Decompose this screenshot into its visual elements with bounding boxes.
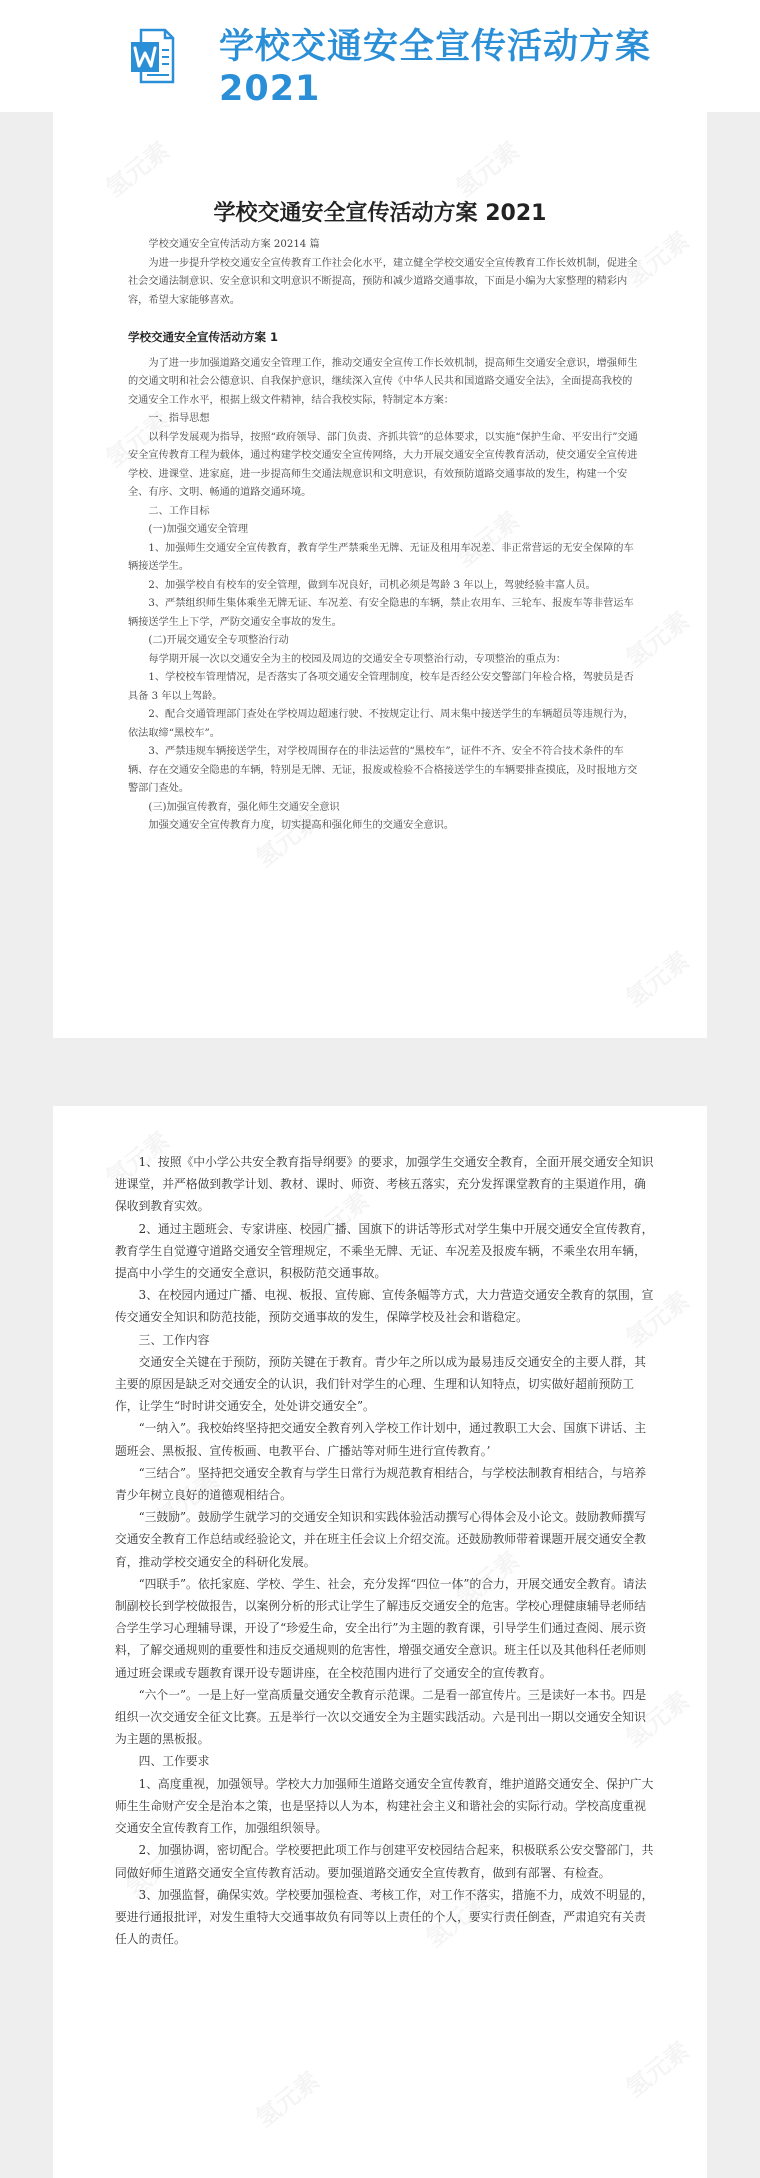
paragraph: 2、通过主题班会、专家讲座、校园广播、国旗下的讲话等形式对学生集中开展交通安全宣传教育，教育学生自觉遵守道路交通安全管理规定，不乘坐无牌、无证、车况差及报废车辆，不乘坐农用车辆，提高中小学生的交通安全意识，积极防范交通事故。 xyxy=(115,1221,654,1281)
paragraph: 三、工作内容 xyxy=(138,1332,210,1347)
paragraph: 1、按照《中小学公共安全教育指导纲要》的要求，加强学生交通安全教育，全面开展交通安全知识进课堂，并严格做到教学计划、教材、课时、师资、考核五落实，充分发挥课堂教育的主渠道作用，确保收到教育实效。 xyxy=(115,1155,654,1214)
paragraph: 2、加强学校自有校车的安全管理，做到车况良好，司机必须是驾龄 3 年以上，驾驶经验丰富人员。 xyxy=(148,579,596,591)
paragraph: 1、高度重视，加强领导。学校大力加强师生道路交通安全宣传教育，维护道路交通安全、保护广大师生生命财产安全是治本之策，也是坚持以人为本，构建社会主义和谐社会的实际行动。学校高度重视交通安全宣传教育工作，加强组织领导。 xyxy=(115,1776,654,1836)
paragraph: “六个一”。一是上好一堂高质量交通安全教育示范课。二是看一部宣传片。三是读好一本书。四是组织一次交通安全征文比赛。五是举行一次以交通安全为主题实践活动。六是刊出一期以交通安全知识为主题的黑板报。 xyxy=(115,1687,647,1747)
page-2-body xyxy=(115,1151,655,1950)
paragraph: “三结合”。坚持把交通安全教育与学生日常行为规范教育相结合，与学校法制教育相结合，与培养青少年树立良好的道德观相结合。 xyxy=(115,1465,647,1503)
paragraph: 3、严禁组织师生集体乘坐无牌无证、车况差、有安全隐患的车辆，禁止农用车、三轮车、报废车等非营运车辆接送学生上下学，严防交通安全事故的发生。 xyxy=(128,598,634,628)
paragraph: “四联手”。依托家庭、学校、学生、社会，充分发挥“四位一体”的合力，开展交通安全教育。请法制副校长到学校做报告，以案例分析的形式让学生了解违反交通安全的危害。学校心理健康辅导老师结合学生学习心理辅导课，开设了“珍爱生命，安全出行”为主题的教育课，引导学生们通过查阅、展示资料，了解交通规则的重要性和违反交通规则的危害性，增强交通安全意识。班主任以及其他科任老师则通过班会课或专题教育课开设专题讲座，在全校范围内进行了交通安全的宣传教育。 xyxy=(115,1576,647,1680)
paragraph: 二、工作目标 xyxy=(148,505,210,517)
paragraph: (二)开展交通安全专项整治行动 xyxy=(148,635,289,646)
paragraph: “三鼓励”。鼓励学生就学习的交通安全知识和实践体验活动撰写心得体会及小论文。鼓励教师撰写交通安全教育工作总结或经验论文，并在班主任会议上介绍交流。还鼓励教师带着课题开展交通安全教育，推动学校交通安全的科研化发展。 xyxy=(115,1510,647,1569)
header-bar xyxy=(0,0,760,112)
paragraph: 为了进一步加强道路交通安全管理工作，推动交通安全宣传工作长效机制，提高师生交通安全意识，增强师生的交通文明和社会公德意识、自我保护意识，继续深入宣传《中华人民共和国道路交通安全法》，全面提高我校的交通安全工作水平，根据上级文件精神，结合我校实际，特制定本方案： xyxy=(128,357,638,406)
paragraph: 3、严禁违规车辆接送学生，对学校周围存在的非法运营的“黑校车”，证件不齐、安全不符合技术条件的车辆、存在交通安全隐患的车辆，特别是无牌、无证，报废或检验不合格接送学生的车辆要排查摸底，及时报地方交警部门查处。 xyxy=(128,746,638,794)
paragraph: 1、加强师生交通安全宣传教育，教育学生严禁乘坐无牌、无证及租用车况差、非正常营运的无安全保障的车辆接送学生。 xyxy=(128,542,634,572)
document-page-2 xyxy=(53,1106,707,2178)
paragraph: 3、在校园内通过广播、电视、板报、宣传廊、宣传条幅等方式，大力营造交通安全教育的氛围，宣传交通安全知识和防范技能，预防交通事故的发生，保障学校及社会和谐稳定。 xyxy=(115,1288,654,1325)
paragraph: 四、工作要求 xyxy=(138,1754,210,1769)
paragraph: 学校交通安全宣传活动方案 20214 篇 xyxy=(148,239,320,250)
document-page-1 xyxy=(53,112,707,1038)
section-heading: 学校交通安全宣传活动方案 1 xyxy=(128,330,279,344)
paragraph: 2、加强协调，密切配合。学校要把此项工作与创建平安校园结合起来，积极联系公安交警部门，共同做好师生道路交通安全宣传教育活动。要加强道路交通安全宣传教育，做到有部署、有检查。 xyxy=(115,1843,654,1880)
paragraph: 3、加强监督，确保实效。学校要加强检查、考核工作，对工作不落实，措施不力，成效不明显的，要进行通报批评，对发生重特大交通事故负有同等以上责任的个人，要实行责任倒查，严肃追究有关责任人的责任。 xyxy=(115,1887,654,1947)
word-document-icon xyxy=(131,28,175,84)
document-title: 学校交通安全宣传活动方案 2021 xyxy=(213,201,547,226)
header-title: 学校交通安全宣传活动方案2021 xyxy=(219,27,652,109)
paragraph: 交通安全关键在于预防，预防关键在于教育。青少年之所以成为最易违反交通安全的主要人群，其主要的原因是缺乏对交通安全的认识，我们针对学生的心理、生理和认知特点，切实做好超前预防工作，让学生“时时讲交通安全，处处讲交通安全”。 xyxy=(115,1354,646,1414)
paragraph: 以科学发展观为指导，按照“政府领导、部门负责、齐抓共管”的总体要求，以实施“保护生命、平安出行”交通安全宣传教育工程为载体，通过构建学校交通安全宣传网络，大力开展交通安全宣传教育活动，使交通安全宣传进学校、进课堂、进家庭，进一步提高师生交通法规意识和文明意识，有效预防道路交通事故的发生，构建一个安全、有序、文明、畅通的道路交通环境。 xyxy=(128,431,638,498)
paragraph: “一纳入”。我校始终坚持把交通安全教育列入学校工作计划中，通过教职工大会、国旗下讲话、主题班会、黑板报、宣传板画、电教平台、广播站等对师生进行宣传教育。’ xyxy=(115,1421,647,1458)
paragraph: (三)加强宣传教育，强化师生交通安全意识 xyxy=(148,801,340,813)
paragraph: (一)加强交通安全管理 xyxy=(148,524,249,535)
paragraph: 每学期开展一次以交通安全为主的校园及周边的交通安全专项整治行动，专项整治的重点为： xyxy=(148,653,567,665)
paragraph: 加强交通安全宣传教育力度，切实提高和强化师生的交通安全意识。 xyxy=(148,820,455,831)
paragraph: 2、配合交通管理部门查处在学校周边超速行驶、不按规定让行、周末集中接送学生的车辆超员等违规行为，依法取缔“黑校车”。 xyxy=(128,709,634,739)
paragraph: 一、指导思想 xyxy=(148,413,210,424)
paragraph: 为进一步提升学校交通安全宣传教育工作社会化水平，建立健全学校交通安全宣传教育工作长效机制，促进全社会交通法制意识、安全意识和文明意识不断提高，预防和减少道路交通事故，下面是小编为大家整理的精彩内容，希望大家能够喜欢。 xyxy=(128,257,638,306)
paragraph: 1、学校校车管理情况，是否落实了各项交通安全管理制度，校车是否经公安交警部门年检合格，驾驶员是否具备 3 年以上驾龄。 xyxy=(128,672,634,702)
page-1-body xyxy=(128,236,638,836)
